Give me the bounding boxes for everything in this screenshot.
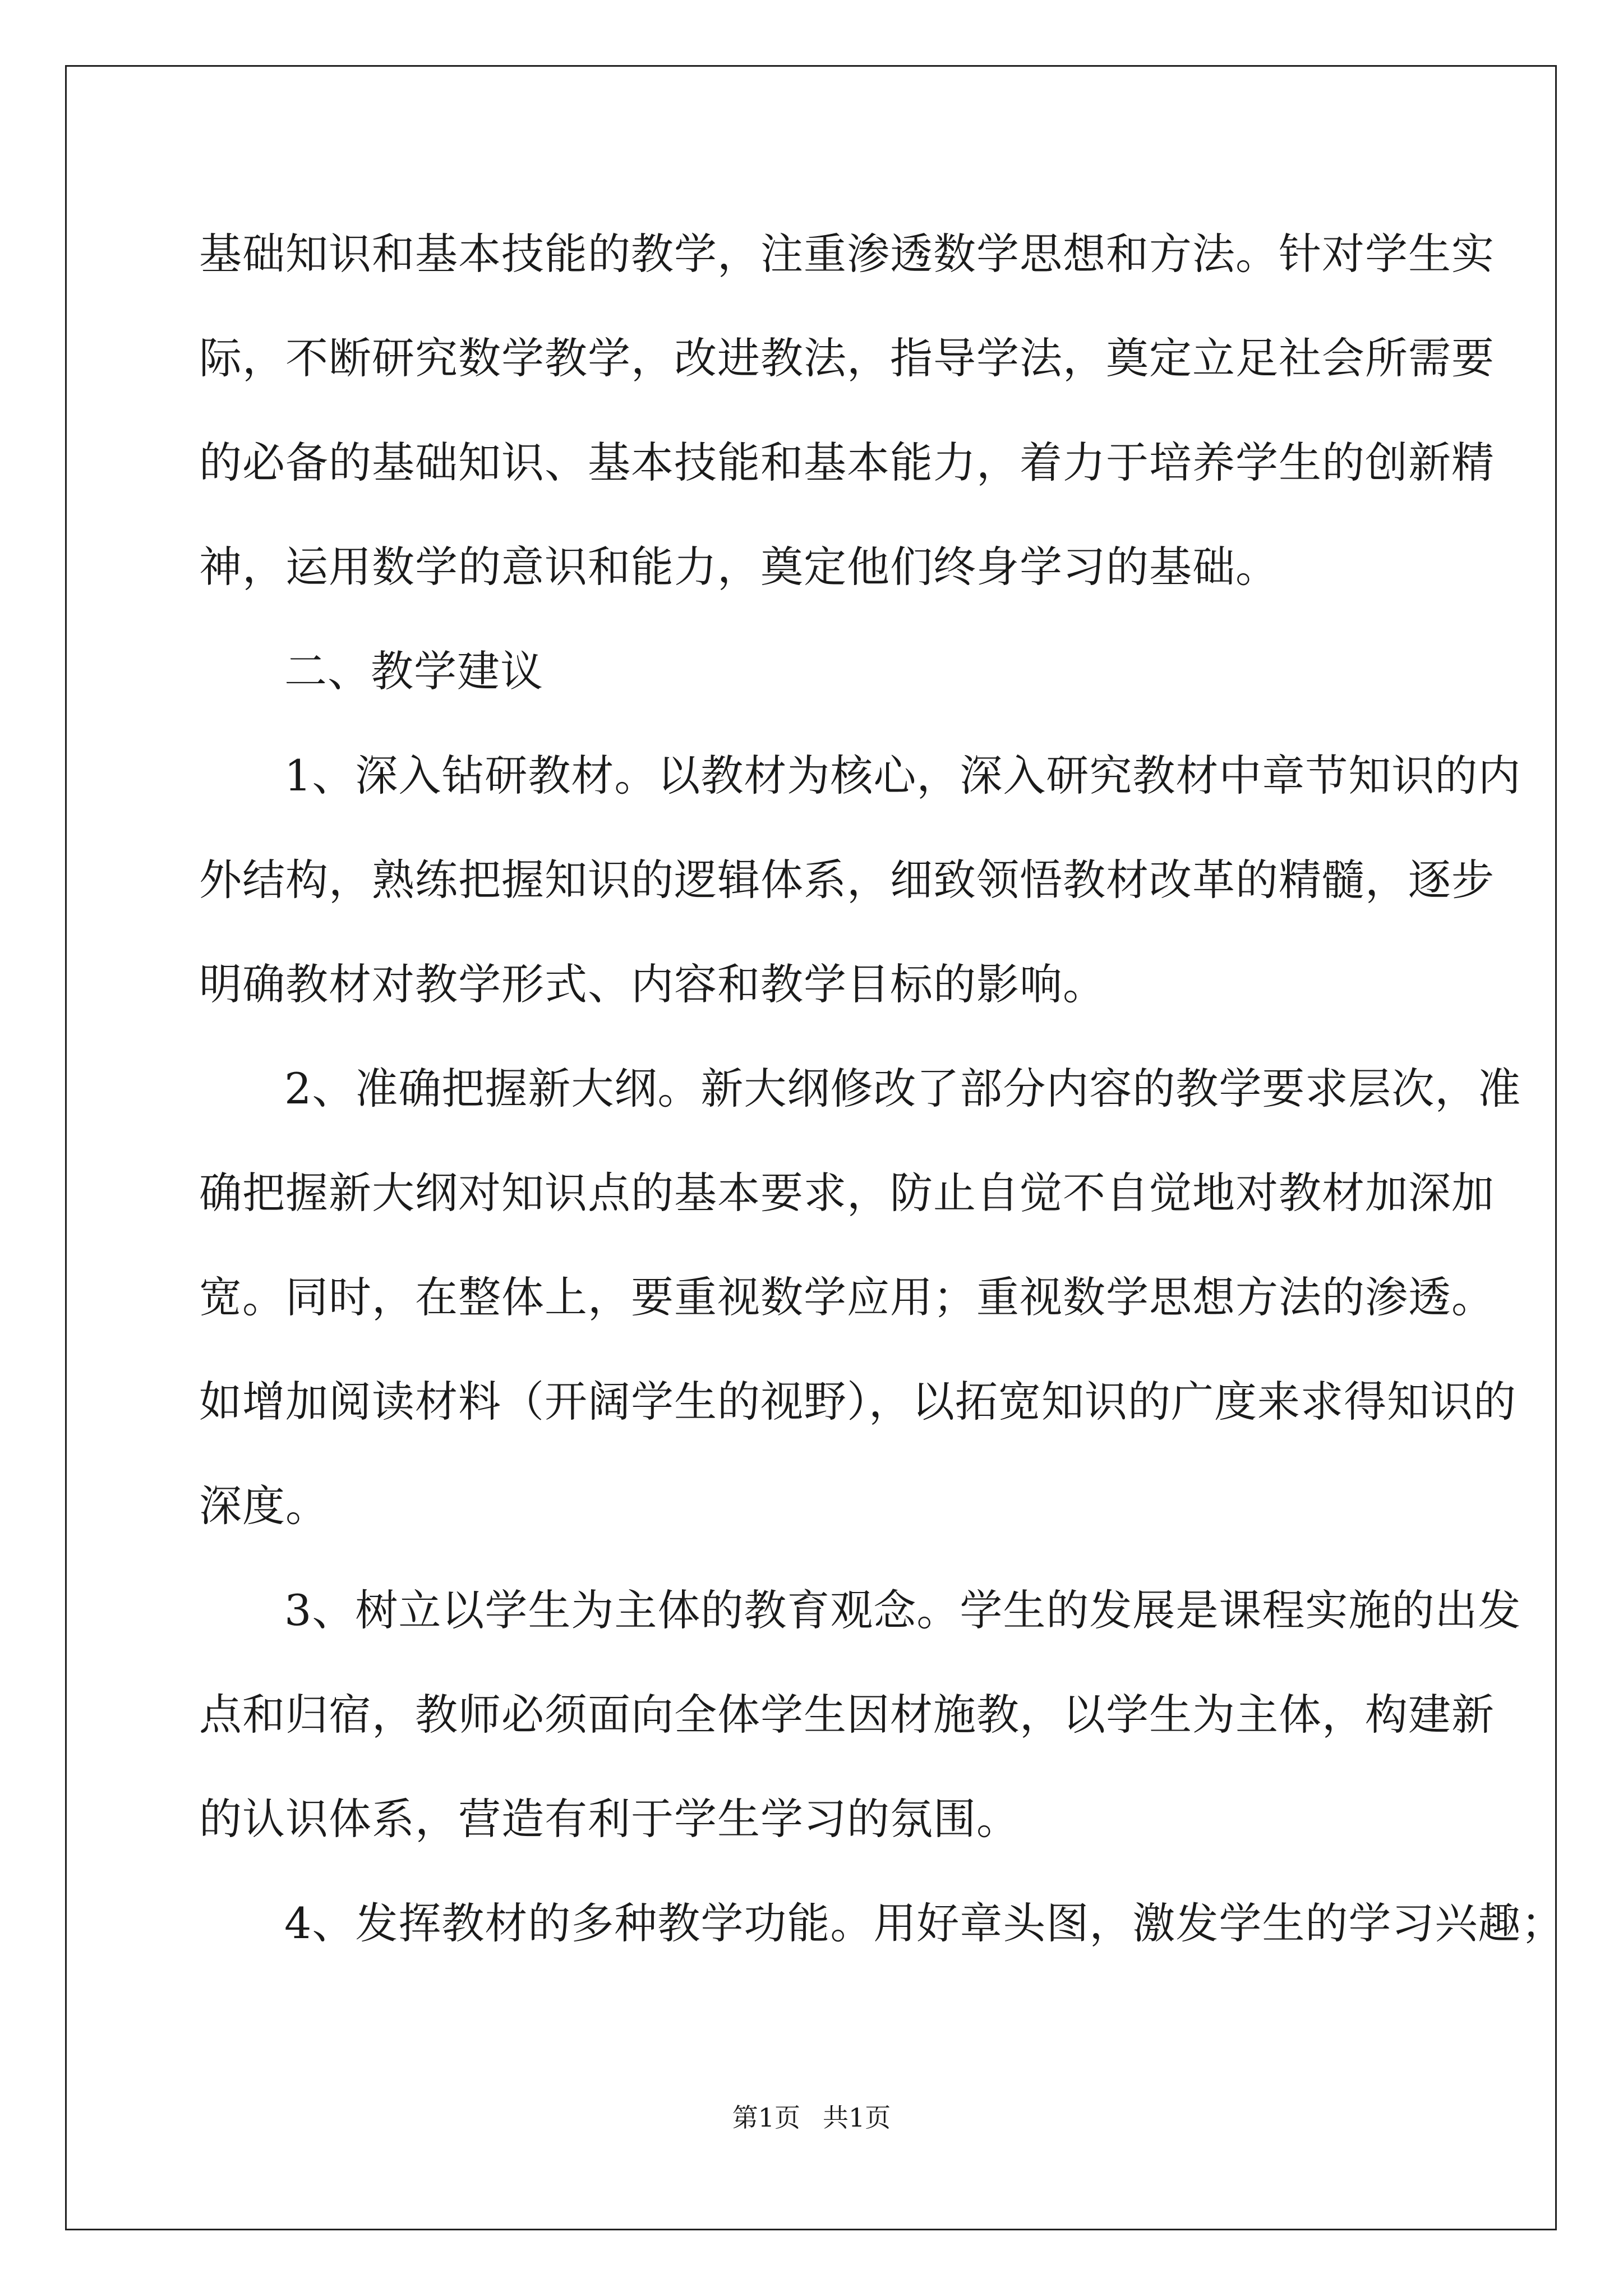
text-line: 1、深入钻研教材。以教材为核心，深入研究教材中章节知识的内 xyxy=(284,751,1521,800)
text-line: 神，运用数学的意识和能力，奠定他们终身学习的基础。 xyxy=(199,542,1279,592)
section-heading: 二、教学建议 xyxy=(284,646,543,696)
text-line: 宽。同时，在整体上，要重视数学应用；重视数学思想方法的渗透。 xyxy=(199,1272,1495,1322)
text-line: 3、树立以学生为主体的教育观念。学生的发展是课程实施的出发 xyxy=(284,1585,1521,1635)
text-line: 的认识体系，营造有利于学生学习的氛围。 xyxy=(199,1794,1020,1844)
text-line: 际，不断研究数学教学，改进教法，指导学法，奠定立足社会所需要 xyxy=(199,333,1495,383)
text-line: 明确教材对教学形式、内容和教学目标的影响。 xyxy=(199,959,1106,1009)
text-line: 的必备的基础知识、基本技能和基本能力，着力于培养学生的创新精 xyxy=(199,438,1495,487)
text-line: 确把握新大纲对知识点的基本要求，防止自觉不自觉地对教材加深加 xyxy=(199,1168,1495,1218)
text-line: 外结构，熟练把握知识的逻辑体系，细致领悟教材改革的精髓，逐步 xyxy=(199,855,1495,905)
document-body xyxy=(199,202,1565,1976)
page-number: 第1页 xyxy=(732,2102,800,2133)
text-line: 点和归宿，教师必须面向全体学生因材施教，以学生为主体，构建新 xyxy=(199,1690,1495,1740)
page-total: 共1页 xyxy=(823,2102,891,2133)
text-line: 4、发挥教材的多种教学功能。用好章头图，激发学生的学习兴趣； xyxy=(284,1898,1565,1948)
text-line: 基础知识和基本技能的教学，注重渗透数学思想和方法。针对学生实 xyxy=(199,229,1495,279)
text-line: 深度。 xyxy=(199,1481,329,1531)
text-line: 2、准确把握新大纲。新大纲修改了部分内容的教学要求层次，准 xyxy=(284,1064,1521,1114)
page-footer xyxy=(0,2101,1623,2134)
text-line: 如增加阅读材料（开阔学生的视野），以拓宽知识的广度来求得知识的 xyxy=(199,1377,1516,1427)
